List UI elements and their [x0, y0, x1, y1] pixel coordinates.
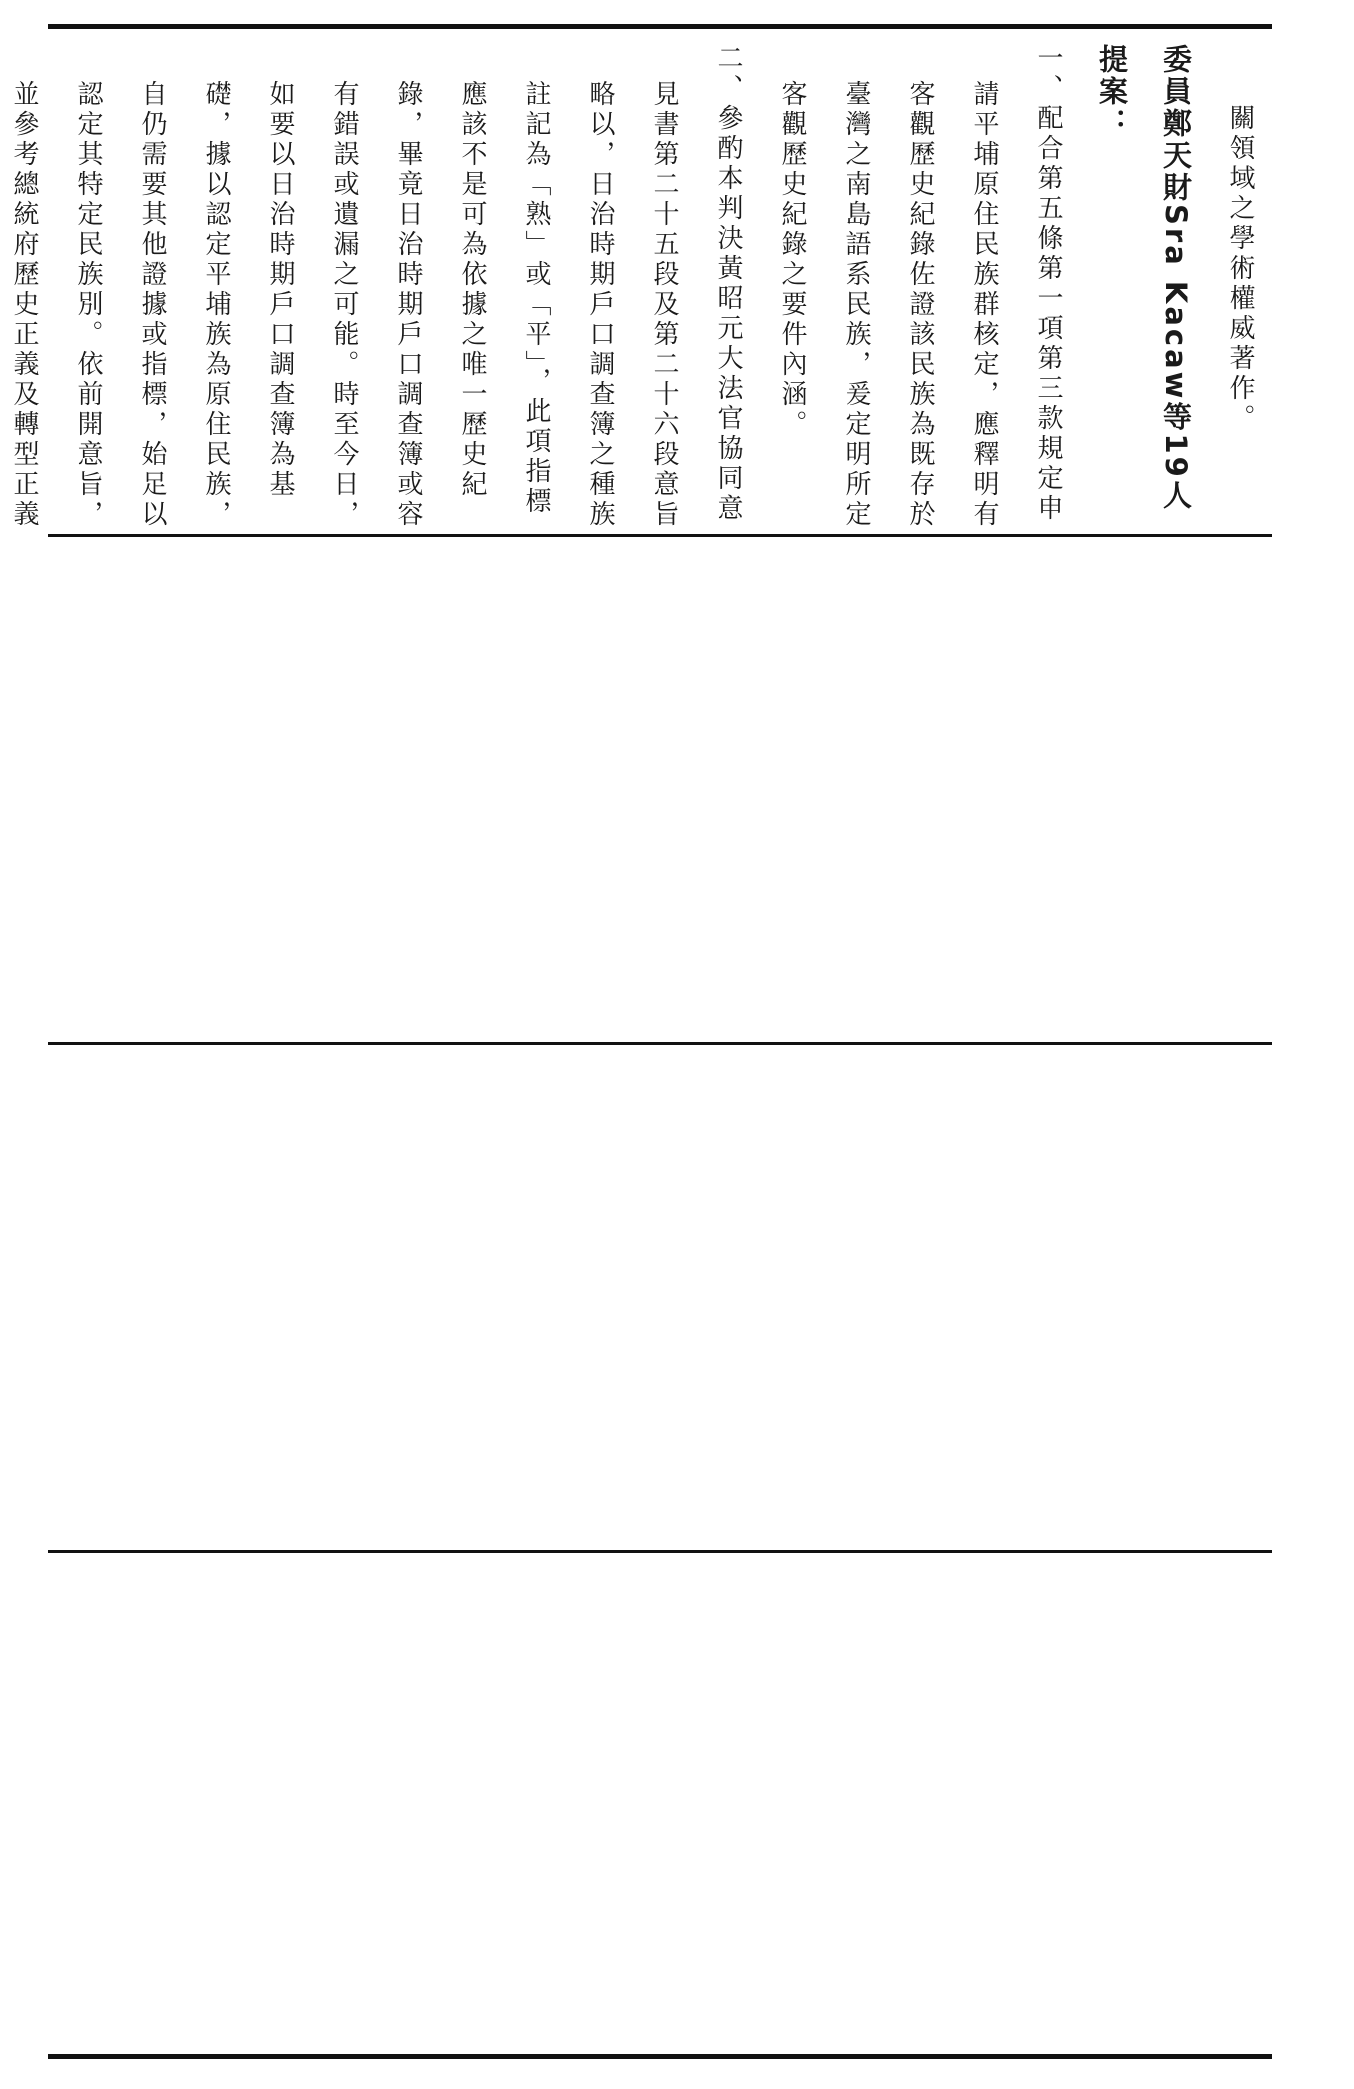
- continuation-line: 關領域之學術權威著作。: [1225, 104, 1255, 434]
- bottom-rule: [48, 2054, 1272, 2059]
- text-block: [9, 44, 1272, 532]
- divider-rule: [48, 534, 1272, 537]
- item-1: 一、配合第五條第一項第三款規定申請平埔原住民族群核定，應釋明有客觀歷史紀錄佐證該民族為既存於臺灣之南島語系民族，爰定明所定客觀歷史紀錄之要件內涵。: [777, 44, 1063, 530]
- divider-rule: [48, 1042, 1272, 1045]
- divider-rule: [48, 1550, 1272, 1553]
- top-rule: [48, 24, 1272, 29]
- proposal-heading: 委員鄭天財Sra Kacaw等19人提案：: [1095, 44, 1193, 512]
- item-2: 二、參酌本判決黃昭元大法官協同意見書第二十五段及第二十六段意旨略以，日治時期戶口調查簿之種族註記為「熟」或「平」，此項指標應該不是可為依據之唯一歷史紀錄，畢竟日治時期戶口調查簿或容有錯誤或遺漏之可能。時至今日，如要以日治時期戶口調查簿為基礎，據以認定平埔族為原住民族，自仍需要其他證據或指標，始足以認定其特定民族別。依前開意旨，並參考總統府歷史正義及轉型正義: [9, 44, 743, 530]
